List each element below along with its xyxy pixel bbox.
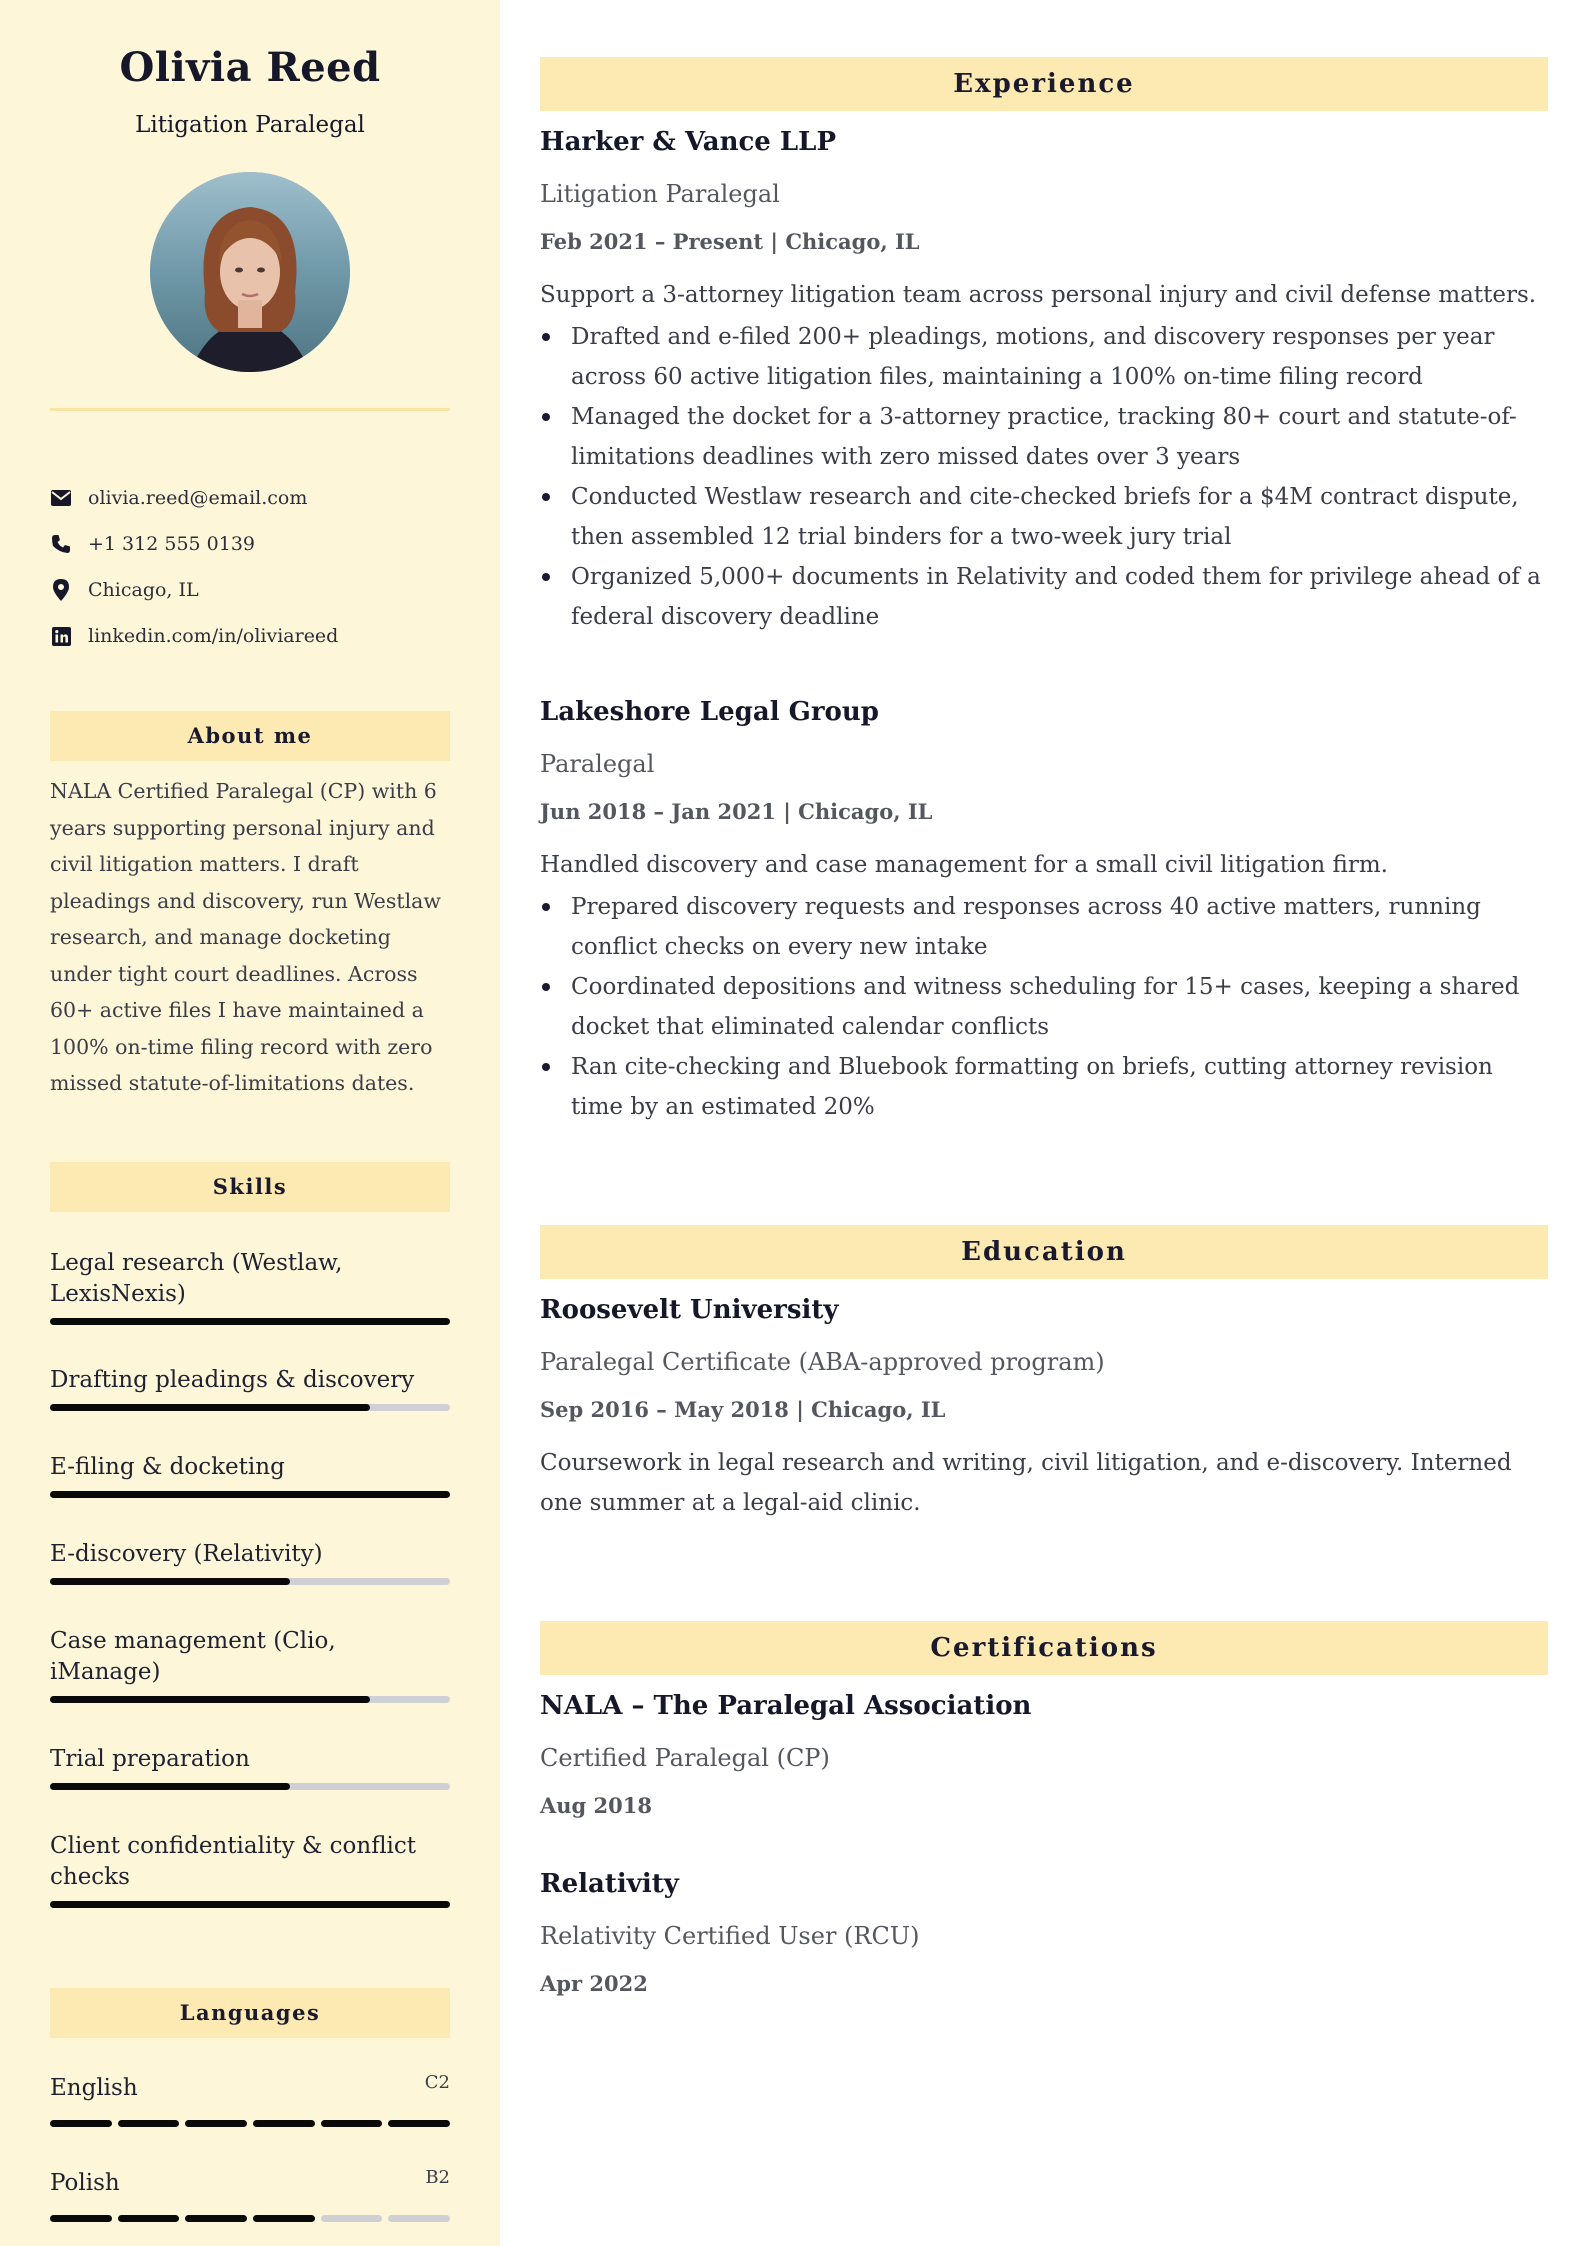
certification-org: Relativity xyxy=(540,1869,679,1899)
skill-level-fill xyxy=(50,1696,370,1703)
skill-level-fill xyxy=(50,1318,450,1325)
contact-email[interactable] xyxy=(50,475,450,521)
job-bullet: Prepared discovery requests and responses across 40 active matters, running conflict checks on every new intake xyxy=(540,887,1548,967)
job-bullet: Coordinated depositions and witness scheduling for 15+ cases, keeping a shared docket that eliminated calendar conflicts xyxy=(540,967,1548,1047)
certification-name: Certified Paralegal (CP) xyxy=(540,1744,830,1772)
language-level-segment xyxy=(388,2120,450,2127)
education-program: Paralegal Certificate (ABA-approved program) xyxy=(540,1348,1105,1376)
certification-date: Apr 2022 xyxy=(540,1971,648,1996)
skill-label: Drafting pleadings & discovery xyxy=(50,1366,415,1393)
contact-linkedin[interactable] xyxy=(50,613,450,659)
skill-level-bar xyxy=(50,1901,450,1908)
skill-item xyxy=(50,1248,450,1325)
job-dates: Jun 2018 – Jan 2021 | Chicago, IL xyxy=(540,799,933,824)
skill-label: Client confidentiality & conflict checks xyxy=(50,1832,417,1890)
location-pin-icon xyxy=(50,579,72,601)
candidate-title: Litigation Paralegal xyxy=(135,112,365,138)
skill-level-fill xyxy=(50,1404,370,1411)
education-dates: Sep 2016 – May 2018 | Chicago, IL xyxy=(540,1397,946,1422)
skill-label: Legal research (Westlaw, LexisNexis) xyxy=(50,1249,343,1307)
language-level-bars xyxy=(50,2215,450,2222)
envelope-icon xyxy=(50,487,72,509)
language-level-segment xyxy=(118,2215,180,2222)
language-item xyxy=(50,2167,450,2222)
job-bullet: Organized 5,000+ documents in Relativity and coded them for privilege ahead of a federal discovery deadline xyxy=(540,557,1548,637)
language-level-segment xyxy=(50,2120,112,2127)
skill-item xyxy=(50,1744,450,1790)
language-label: Polish xyxy=(50,2169,120,2196)
language-item xyxy=(50,2072,450,2127)
language-level: C2 xyxy=(424,2071,450,2093)
skill-level-fill xyxy=(50,1578,290,1585)
experience-heading: Experience xyxy=(540,57,1548,111)
job-role: Paralegal xyxy=(540,750,655,778)
language-level-segment xyxy=(321,2120,383,2127)
linkedin-icon xyxy=(50,625,72,647)
skill-label: E-filing & docketing xyxy=(50,1453,285,1480)
language-level-bars xyxy=(50,2120,450,2127)
skill-level-fill xyxy=(50,1783,290,1790)
contact-location-text: Chicago, IL xyxy=(88,579,199,601)
skill-level-bar xyxy=(50,1404,450,1411)
contact-location xyxy=(50,567,450,613)
language-level-segment xyxy=(321,2215,383,2222)
sidebar-divider xyxy=(50,408,450,411)
photo-wrap xyxy=(50,172,450,372)
language-level-segment xyxy=(118,2120,180,2127)
job-bullet: Ran cite-checking and Bluebook formatting on briefs, cutting attorney revision time by an estimated 20% xyxy=(540,1047,1548,1127)
job-entry xyxy=(540,125,1548,637)
certification-entry xyxy=(540,1867,1548,1999)
skill-label: E-discovery (Relativity) xyxy=(50,1540,323,1567)
skill-item xyxy=(50,1539,450,1585)
language-level-segment xyxy=(50,2215,112,2222)
skill-level-bar xyxy=(50,1318,450,1325)
education-org: Roosevelt University xyxy=(540,1295,839,1325)
certification-entry xyxy=(540,1689,1548,1821)
language-level-segment xyxy=(253,2120,315,2127)
sidebar xyxy=(0,0,500,2246)
skill-level-fill xyxy=(50,1491,450,1498)
job-entry xyxy=(540,695,1548,1127)
skill-item xyxy=(50,1452,450,1498)
profile-photo xyxy=(150,172,350,372)
job-bullets xyxy=(540,887,1548,1127)
skill-level-bar xyxy=(50,1491,450,1498)
skill-level-bar xyxy=(50,1578,450,1585)
certification-name: Relativity Certified User (RCU) xyxy=(540,1922,920,1950)
education-summary: Coursework in legal research and writing, civil litigation, and e-discovery. Interned one summer at a legal-aid clinic. xyxy=(540,1450,1512,1516)
candidate-name: Olivia Reed xyxy=(119,44,381,91)
about-heading: About me xyxy=(50,711,450,761)
skill-label: Trial preparation xyxy=(50,1745,250,1772)
certifications-heading: Certifications xyxy=(540,1621,1548,1675)
languages-heading: Languages xyxy=(50,1988,450,2038)
language-label: English xyxy=(50,2074,138,2101)
skill-item xyxy=(50,1365,450,1411)
skill-item xyxy=(50,1626,450,1703)
language-level-segment xyxy=(185,2215,247,2222)
job-org: Lakeshore Legal Group xyxy=(540,697,879,727)
skill-item xyxy=(50,1831,450,1908)
skill-level-fill xyxy=(50,1901,450,1908)
certification-org: NALA – The Paralegal Association xyxy=(540,1691,1032,1721)
job-summary: Support a 3-attorney litigation team across personal injury and civil defense matters. xyxy=(540,282,1537,308)
language-level: B2 xyxy=(425,2166,450,2188)
job-org: Harker & Vance LLP xyxy=(540,127,837,157)
education-entry xyxy=(540,1293,1548,1523)
contact-email-text: olivia.reed@email.com xyxy=(88,487,308,509)
contact-linkedin-text: linkedin.com/in/oliviareed xyxy=(88,625,339,647)
skills-heading: Skills xyxy=(50,1162,450,1212)
skill-label: Case management (Clio, iManage) xyxy=(50,1627,336,1685)
language-level-segment xyxy=(185,2120,247,2127)
contact-list xyxy=(50,475,450,659)
contact-phone-text: +1 312 555 0139 xyxy=(88,533,256,555)
main-content xyxy=(540,0,1548,2246)
education-heading: Education xyxy=(540,1225,1548,1279)
job-bullet: Managed the docket for a 3-attorney practice, tracking 80+ court and statute-of-limitations deadlines with zero missed dates over 3 years xyxy=(540,397,1548,477)
job-role: Litigation Paralegal xyxy=(540,180,780,208)
language-level-segment xyxy=(253,2215,315,2222)
job-dates: Feb 2021 – Present | Chicago, IL xyxy=(540,229,920,254)
language-level-segment xyxy=(388,2215,450,2222)
certification-date: Aug 2018 xyxy=(540,1793,653,1818)
skill-level-bar xyxy=(50,1696,450,1703)
job-summary: Handled discovery and case management for a small civil litigation firm. xyxy=(540,852,1388,878)
skill-level-bar xyxy=(50,1783,450,1790)
job-bullet: Conducted Westlaw research and cite-checked briefs for a $4M contract dispute, then assembled 12 trial binders for a two-week jury trial xyxy=(540,477,1548,557)
job-bullets xyxy=(540,317,1548,637)
about-text: NALA Certified Paralegal (CP) with 6 years supporting personal injury and civil litigation matters. I draft pleadings and discovery, run Westlaw research, and manage docketing under tight court deadlines. Across 60+ active files I have maintained a 100% on-time filing record with zero missed statute-of-limitations dates. xyxy=(50,779,441,1095)
contact-phone[interactable] xyxy=(50,521,450,567)
job-bullet: Drafted and e-filed 200+ pleadings, motions, and discovery responses per year across 60 active litigation files, maintaining a 100% on-time filing record xyxy=(540,317,1548,397)
phone-icon xyxy=(50,533,72,555)
